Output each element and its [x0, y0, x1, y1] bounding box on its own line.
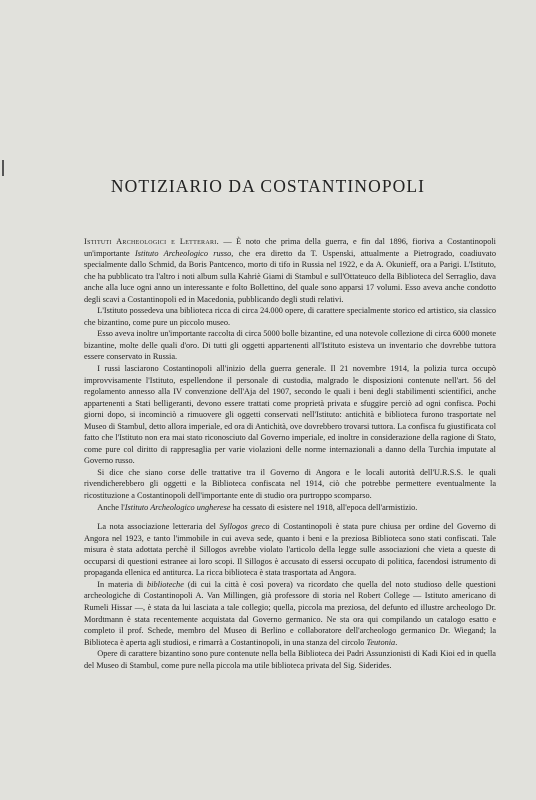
italic-text: Istituto Archeologico ungherese	[124, 502, 231, 512]
italic-text: biblioteche	[147, 579, 184, 589]
paragraph	[84, 236, 496, 305]
paragraph-text: I russi lasciarono Costantinopoli all'inizio della guerra generale. Il 21 novembre 1914, la polizia turca occupò improvvisamente l'Istituto, espellendone il personale di custodia, malgrado le disposizioni contenute nell'art. 56 del regolamento annesso alla IV convenzione dell'Aja del 1907, secondo le quali i beni degli stabilimenti scientifici, anche appartenenti a Stati belligeranti, devono essere trattati come proprietà privata e sfuggire perciò ad ogni confisca. Pochi giorni dopo, si incominciò a rimuovere gli oggetti conservati nell'Istituto: antichità e biblioteca furono trasportate nel Museo di Stambul, detto allora imperiale, ed ora di Antichità, ove dovrebbero trovarsi tuttora. La confisca fu giustificata col fatto che l'Istituto non era mai stato riconosciuto dal Governo imperiale, ed inoltre in considerazione della ragione di Stato, come pure col diritto di rappresaglia per varie violazioni delle norme internazionali a danno della Turchia imputate al Governo russo.	[84, 364, 496, 466]
italic-text: Teutonia	[366, 637, 396, 647]
paragraph-text: La nota associazione letteraria del	[97, 522, 220, 532]
paragraph-text: Opere di carattere bizantino sono pure contenute nella bella Biblioteca dei Padri Assunzionisti di Kadi Kioi ed in quella del Museo di Stambul, come pure nella piccola ma utile biblioteca privata del Sig. Siderides.	[84, 649, 496, 670]
italic-text: Istituto Archeologico russo	[135, 248, 232, 258]
margin-mark	[2, 160, 4, 176]
paragraph	[84, 305, 496, 328]
paragraph	[84, 502, 496, 514]
paragraph-text: L'Istituto possedeva una biblioteca ricca di circa 24.000 opere, di carattere specialmente storico ed artistico, sia classico che bizantino, come pure un piccolo museo.	[84, 306, 496, 327]
article-title: NOTIZIARIO DA COSTANTINOPOLI	[110, 176, 426, 196]
paragraph	[84, 363, 496, 467]
paragraph-text: Esso aveva inoltre un'importante raccolta di circa 5000 bolle bizantine, ed una notevole collezione di circa 6000 monete bizantine, molte delle quali d'oro. Di tutti gli oggetti appartenenti all'Istituto esisteva un inventario che dovrebbe tuttora essere conservato in Russia.	[84, 329, 496, 362]
italic-text: Syllogos greco	[219, 522, 270, 532]
section-heading: Istituti Archeologici e Letterari.	[84, 237, 219, 246]
paragraph-text: — È noto che prima della guerra, e fin dal 1896, fioriva a Costantinopoli un'importante	[84, 237, 496, 258]
paragraph-text: , che era diretto da T. Uspenski, attualmente a Pietrogrado, coadiuvato specialmente dallo Schmid, da Boris Pantcenco, morto di tifo in Russia nel 1922, e da A. Okunieff, ora a Parigi. L'Istituto, che ha pubblicato tra l'altro i noti album sulla Kahriè Giami di Stambul e sull'Ottateuco della Biblioteca del Serraglio, dava anche alla luce ogni anno un interessante e folto Bollettino, del quale sono apparsi 17 volumi. Esso aveva anche condotto degli scavi a Costantinopoli ed in Macedonia, pubblicando degli studi relativi.	[84, 248, 496, 304]
paragraph-text: Si dice che siano corse delle trattative tra il Governo di Angora e le locali autorità dell'U.R.S.S. le quali rivendicherebbero gli oggetti e la Biblioteca confiscata nel 1914, ciò che potrebbe permettere eventualmente la ricostituzione a Costantinopoli dell'importante ente di studio ora purtroppo scomparso.	[84, 467, 496, 501]
paragraph-text: In materia di	[97, 579, 148, 589]
paragraph-text: (di cui la città è così povera) va ricordato che quella del noto studioso delle questioni archeologiche di Costantinopoli A. Van Millingen, già professore di storia nel Robert College — Istituto americano di Rumeli Hissar —, è stata da lui lasciata a tale collegio; quella, piccola ma preziosa, del defunto ed illustre archeologo Dr. Mordtmann è stata recentemente acquistata dal Governo germanico. Ne sta ora qui compilando un catalogo esatto e completo il prof. Schede, membro del Museo di Berlino e collaboratore dell'archeologo germanico Dr. Wiegand; la Biblioteca è aperta agli studiosi, e rimarrà a Costantinopoli, in una stanza del circolo	[84, 579, 496, 647]
paragraph	[84, 648, 496, 671]
paragraph-text: .	[395, 637, 398, 647]
paragraph	[84, 328, 496, 363]
paragraph-text: di Costantinopoli è stata pure chiusa per ordine del Governo di Angora nel 1923, e tanto l'immobile in cui aveva sede, quanto i beni e la preziosa Biblioteca sono stati confiscati. Tale misura è stata adottata perchè il Sillogos avrebbe violato l'articolo della legge sulle associazioni che vieta a queste di occuparsi di questioni estranee ai loro scopi. Il Sillogos è accusato di essersi occupato di politica, facendosi istrumento di propaganda ellenica ed antiturca. La ricca biblioteca è stata trasportata ad Angora.	[84, 522, 497, 578]
paragraph	[84, 579, 496, 648]
paragraph-text: Anche l'	[97, 502, 125, 512]
paragraph	[84, 467, 496, 502]
paragraph-text: ha cessato di esistere nel 1918, all'epoca dell'armistizio.	[230, 502, 418, 512]
article-body	[84, 236, 496, 671]
paragraph	[84, 521, 496, 579]
